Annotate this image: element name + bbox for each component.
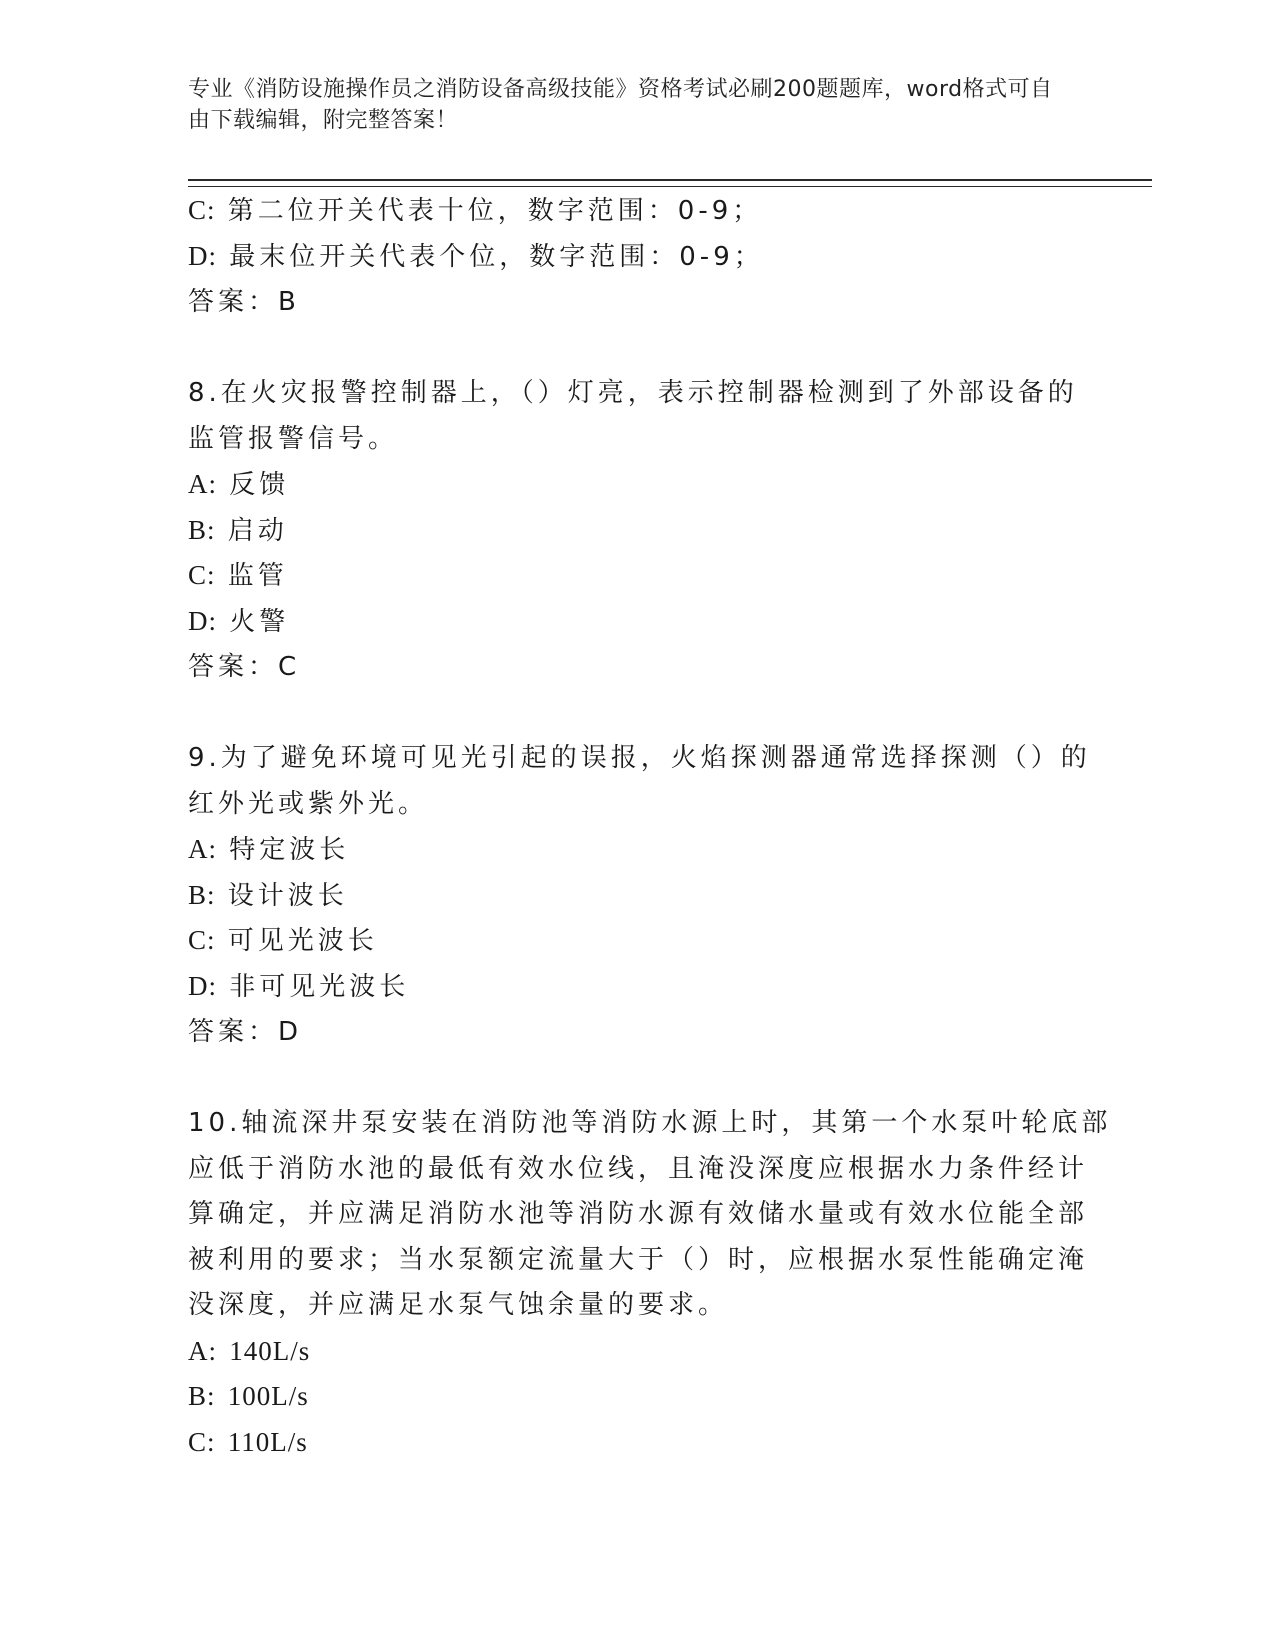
option-text: 140L/s bbox=[229, 1335, 311, 1366]
option-letter: B: bbox=[188, 1381, 216, 1411]
option-letter: B: bbox=[188, 514, 216, 545]
option-text: 第二位开关代表十位，数字范围：0-9； bbox=[227, 196, 763, 226]
answer-label: 答案： bbox=[188, 287, 279, 317]
option-letter: A: bbox=[188, 834, 217, 864]
option-text: 非可见光波长 bbox=[229, 971, 410, 1002]
option-text: 110L/s bbox=[227, 1426, 308, 1457]
option-a bbox=[188, 462, 1088, 508]
answer-line bbox=[188, 645, 1088, 691]
answer-label: 答案： bbox=[188, 652, 279, 682]
question-list bbox=[188, 188, 1112, 1465]
option-b bbox=[188, 873, 1088, 919]
question-text-line: 算确定，并应满足消防水池等消防水源有效储水量或有效水位能全部 bbox=[188, 1199, 1089, 1229]
option-text: 火警 bbox=[229, 606, 290, 637]
option-text: 100L/s bbox=[227, 1381, 309, 1411]
option-letter: B: bbox=[188, 879, 216, 910]
option-a bbox=[188, 827, 1088, 873]
spacer bbox=[188, 1056, 1088, 1102]
option-text: 最末位开关代表个位，数字范围：0-9； bbox=[229, 241, 764, 272]
option-letter: C: bbox=[188, 925, 216, 955]
question-8 bbox=[188, 371, 1088, 691]
option-c bbox=[188, 1420, 1088, 1466]
question-text-line: 红外光或紫外光。 bbox=[188, 788, 429, 819]
question-7-continuation bbox=[188, 188, 1088, 326]
question-text-line: 没深度，并应满足水泵气蚀余量的要求。 bbox=[188, 1290, 729, 1320]
option-d bbox=[188, 234, 1088, 280]
option-b bbox=[188, 1374, 1088, 1420]
option-letter: C: bbox=[188, 560, 216, 590]
document-header: 专业《消防设施操作员之消防设备高级技能》资格考试必刷200题题库，word格式可自由下载编辑，附完整答案！ bbox=[188, 77, 1053, 133]
option-letter: D: bbox=[188, 240, 217, 271]
option-text: 特定波长 bbox=[229, 835, 350, 865]
option-text: 监管 bbox=[227, 561, 288, 591]
option-text: 可见光波长 bbox=[227, 926, 378, 956]
option-letter: A: bbox=[188, 469, 217, 499]
option-letter: C: bbox=[188, 195, 216, 225]
option-d bbox=[188, 599, 1088, 645]
question-text-line: 应低于消防水池的最低有效水位线，且淹没深度应根据水力条件经计 bbox=[188, 1153, 1089, 1184]
question-text-line: 8.在火灾报警控制器上，（）灯亮，表示控制器检测到了外部设备的 bbox=[188, 378, 1078, 408]
question-text-line: 10.轴流深井泵安装在消防池等消防水源上时，其第一个水泵叶轮底部 bbox=[188, 1108, 1112, 1138]
header-rule-thin bbox=[188, 186, 1152, 187]
option-d bbox=[188, 964, 1088, 1010]
question-text-line: 被利用的要求；当水泵额定流量大于（）时，应根据水泵性能确定淹 bbox=[188, 1244, 1089, 1275]
option-c bbox=[188, 918, 1088, 964]
option-c bbox=[188, 188, 1088, 234]
option-text: 设计波长 bbox=[227, 880, 348, 911]
header-rule-thick bbox=[188, 179, 1152, 181]
option-letter: D: bbox=[188, 605, 217, 636]
option-text: 启动 bbox=[227, 515, 288, 546]
option-b bbox=[188, 508, 1088, 554]
answer-value: D bbox=[278, 1017, 303, 1047]
question-text-line: 监管报警信号。 bbox=[188, 423, 399, 454]
question-10 bbox=[188, 1101, 1112, 1465]
question-text-line: 9.为了避免环境可见光引起的误报，火焰探测器通常选择探测（）的 bbox=[188, 743, 1091, 773]
option-a bbox=[188, 1329, 1088, 1375]
option-letter: D: bbox=[188, 970, 217, 1001]
answer-line bbox=[188, 280, 1088, 326]
answer-value: C bbox=[278, 652, 301, 682]
answer-line bbox=[188, 1010, 1088, 1056]
spacer bbox=[188, 326, 1088, 372]
answer-label: 答案： bbox=[188, 1017, 279, 1047]
answer-value: B bbox=[278, 287, 300, 317]
option-letter: C: bbox=[188, 1426, 216, 1457]
option-letter: A: bbox=[188, 1335, 217, 1366]
option-text: 反馈 bbox=[229, 470, 290, 500]
option-c bbox=[188, 553, 1088, 599]
question-9 bbox=[188, 736, 1091, 1056]
spacer bbox=[188, 691, 1088, 737]
